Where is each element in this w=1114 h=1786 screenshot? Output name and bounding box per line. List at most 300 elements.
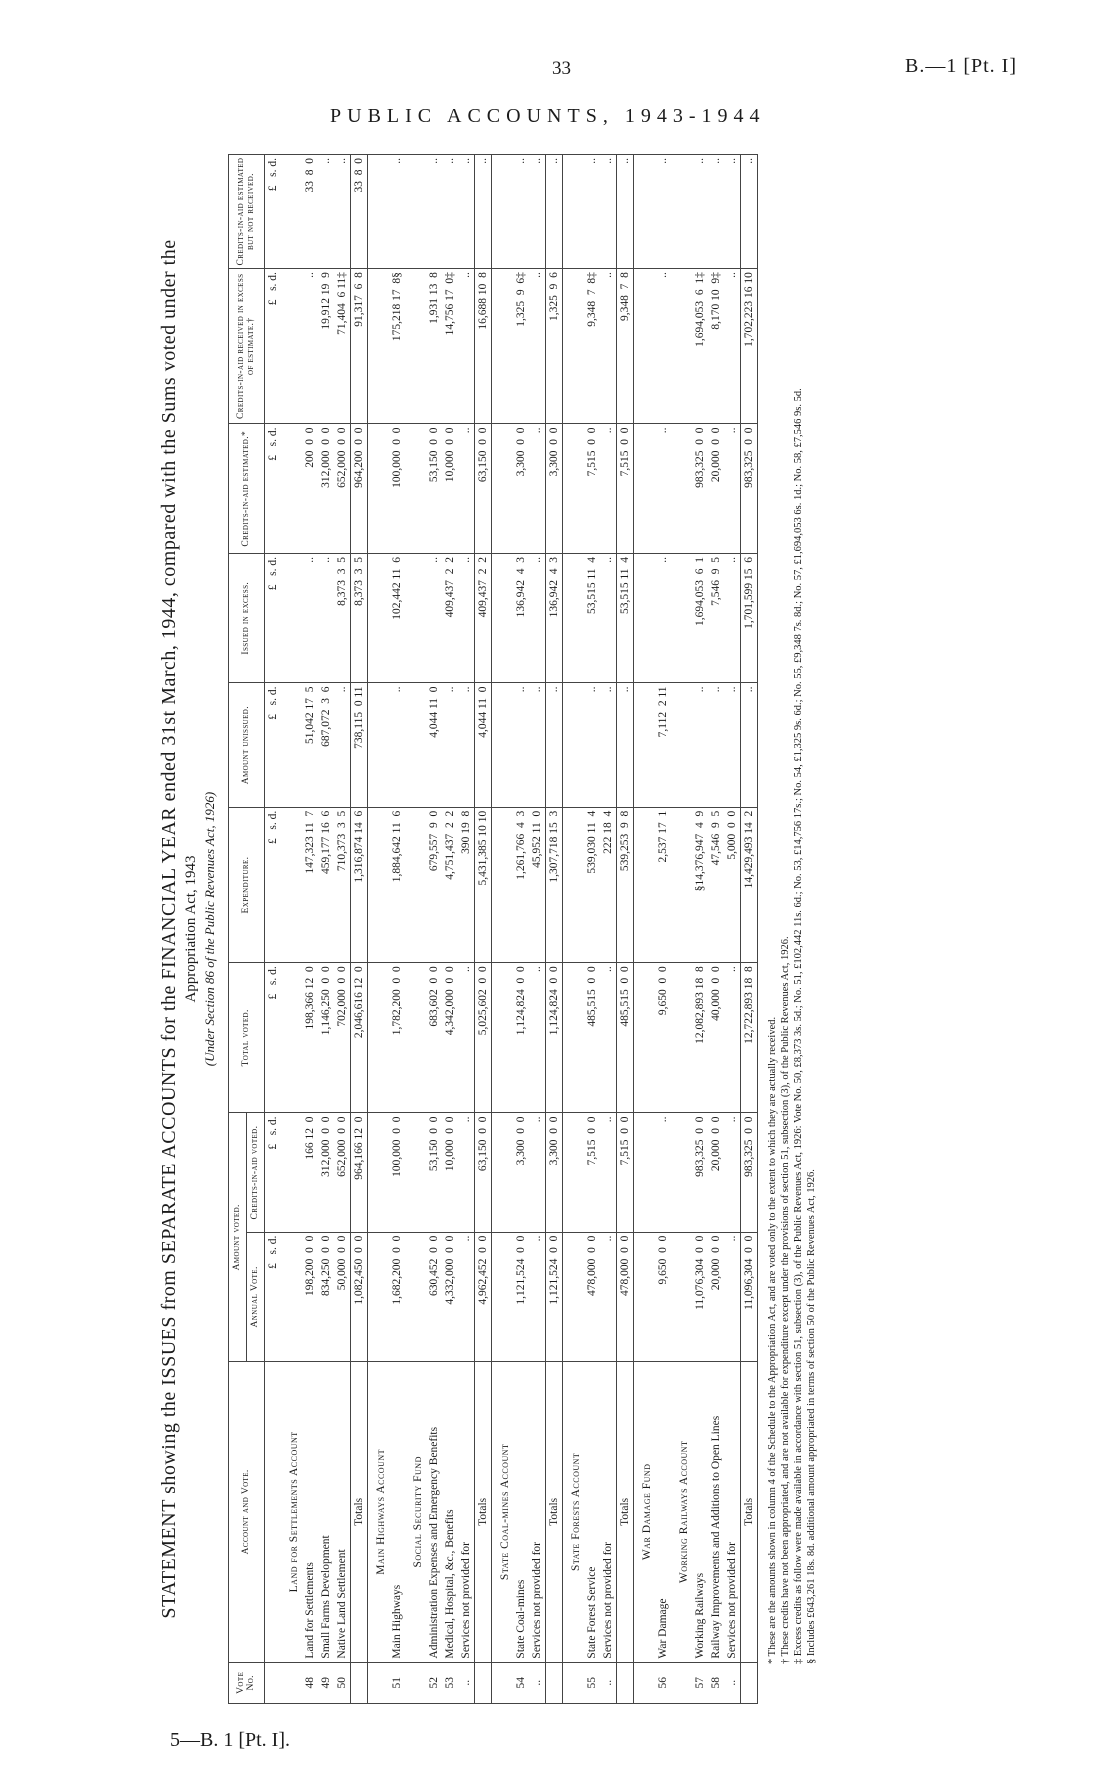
totals-label: Totals (350, 1362, 367, 1662)
value-cia-recv-excess: .. (724, 269, 741, 424)
vote-number: 56 (655, 1662, 671, 1703)
value-excess: 8,373 3 5 (334, 553, 351, 683)
total-total-voted: 1,124,824 0 0 (545, 963, 562, 1113)
footnote-section: § Includes £643,261 18s. 8d. additional amount appropriated in terms of section 50 of the Public Revenues Act, 1926. (805, 1169, 817, 1664)
vote-cell-empty (405, 1662, 426, 1703)
total-cia-not-recv: .. (740, 155, 757, 269)
value-excess: .. (302, 553, 318, 683)
empty-cell (562, 1232, 584, 1362)
value-cia-est: .. (458, 424, 475, 554)
account-heading-row (281, 155, 302, 1704)
value-annual: 20,000 0 0 (708, 1232, 724, 1362)
value-cia-est: .. (724, 424, 741, 554)
value-excess: .. (724, 553, 741, 683)
empty-cell (491, 683, 513, 807)
value-total-voted: 683,602 0 0 (426, 963, 442, 1113)
total-total-voted: 12,722,893 18 8 (740, 963, 757, 1113)
value-unissued: .. (724, 683, 741, 807)
value-excess: 102,442 11 6 (389, 553, 405, 683)
total-excess: 53,515 11 4 (616, 553, 633, 683)
totals-label: Totals (740, 1362, 757, 1662)
value-cia-voted: 3,300 0 0 (513, 1113, 529, 1232)
empty-cell (562, 1113, 584, 1232)
value-expenditure: 4,751,437 2 2 (442, 807, 458, 962)
totals-row (545, 155, 562, 1704)
vote-name: State Coal-mines (513, 1362, 529, 1662)
running-head: PUBLIC ACCOUNTS, 1943-1944 (330, 105, 766, 127)
value-cia-recv-excess: .. (655, 269, 671, 424)
empty-cell (405, 963, 426, 1113)
vote-cell-empty (491, 1662, 513, 1703)
value-expenditure: 2,537 17 1 (655, 807, 671, 962)
value-cia-voted: 20,000 0 0 (708, 1113, 724, 1232)
empty-cell (562, 553, 584, 683)
empty-cell (633, 269, 655, 424)
vote-number: 54 (513, 1662, 529, 1703)
empty-cell (671, 155, 692, 269)
footnote-dagger: † These credits have not been appropriated, and are not available for expenditure except under the provisions of section 51, subsection (3), of the Public Revenues Act, 1926. (779, 936, 791, 1664)
unit-cell: £ s. d. (264, 963, 281, 1113)
value-excess: .. (318, 553, 334, 683)
vote-cell-empty (616, 1662, 633, 1703)
total-cia-recv-excess: 16,688 10 8 (474, 269, 491, 424)
account-heading-row (491, 155, 513, 1704)
vote-cell-empty (545, 1662, 562, 1703)
empty-cell (281, 1113, 302, 1232)
header-cia-estimated: Credits-in-aid estimated.* (229, 424, 265, 554)
vote-number: 55 (584, 1662, 600, 1703)
value-cia-recv-excess: 1,694,053 6 1‡ (692, 269, 708, 424)
empty-cell (671, 553, 692, 683)
empty-cell (367, 807, 389, 962)
totals-row (740, 155, 757, 1704)
value-cia-recv-excess: 1,931 13 8 (426, 269, 442, 424)
value-unissued: 7,112 2 11 (655, 683, 671, 807)
total-excess: 136,942 4 3 (545, 553, 562, 683)
vote-name: Medical, Hospital, &c., Benefits (442, 1362, 458, 1662)
total-unissued: 738,115 0 11 (350, 683, 367, 807)
value-expenditure: 1,884,642 11 6 (389, 807, 405, 962)
value-unissued: .. (334, 683, 351, 807)
value-expenditure: 1,261,766 4 3 (513, 807, 529, 962)
total-cia-voted: 63,150 0 0 (474, 1113, 491, 1232)
total-expenditure: 1,307,718 15 3 (545, 807, 562, 962)
total-annual: 1,082,450 0 0 (350, 1232, 367, 1362)
value-cia-recv-excess: 14,756 17 0‡ (442, 269, 458, 424)
total-annual: 4,962,452 0 0 (474, 1232, 491, 1362)
value-cia-not-recv: .. (724, 155, 741, 269)
empty-cell (405, 424, 426, 554)
footnote-double-dagger: ‡ Excess credits as follow were made available in accordance with section 51, subsection (3), of the Public Revenues Act, 1926: Vote No. 50, £8,373 3s. 5d.; No. 51, £102,442 11s. 6d.; No. 53, £14,756 17s.; No. 54, £1,325 9s. 6d.; No. 55, £9,348 7s. 8d.; No. 57, £1,694,053 6s. 1d.; No. 58, £7,546 9s. 5d. (792, 388, 804, 1664)
table-row (458, 155, 475, 1704)
header-account-and-vote: Account and Vote. (229, 1362, 265, 1662)
totals-label: Totals (474, 1362, 491, 1662)
empty-cell (562, 807, 584, 962)
total-annual: 478,000 0 0 (616, 1232, 633, 1362)
unit-cell: £ s. d. (264, 424, 281, 554)
total-cia-est: 964,200 0 0 (350, 424, 367, 554)
account-heading: Land for Settlements Account (281, 1362, 302, 1662)
empty-cell (281, 963, 302, 1113)
header-cia-voted: Credits-in-aid voted. (246, 1113, 264, 1232)
table-row (513, 155, 529, 1704)
empty-cell (491, 424, 513, 554)
empty-cell (633, 963, 655, 1113)
value-total-voted: .. (600, 963, 617, 1113)
value-excess: 409,437 2 2 (442, 553, 458, 683)
vote-name: Administration Expenses and Emergency Benefits (426, 1362, 442, 1662)
empty-cell (405, 1113, 426, 1232)
account-heading-row (405, 155, 426, 1704)
header-issued-in-excess: Issued in excess. (229, 553, 265, 683)
table-row (442, 155, 458, 1704)
header-amount-unissued: Amount unissued. (229, 683, 265, 807)
value-annual: 50,000 0 0 (334, 1232, 351, 1362)
value-cia-not-recv: .. (334, 155, 351, 269)
value-cia-not-recv: .. (318, 155, 334, 269)
table-row (529, 155, 546, 1704)
value-cia-not-recv: .. (708, 155, 724, 269)
vote-number: 51 (389, 1662, 405, 1703)
table-row (584, 155, 600, 1704)
total-total-voted: 2,046,616 12 0 (350, 963, 367, 1113)
value-unissued: 51,042 17 5 (302, 683, 318, 807)
total-expenditure: 1,316,874 14 6 (350, 807, 367, 962)
value-annual: 11,076,304 0 0 (692, 1232, 708, 1362)
value-cia-not-recv: .. (600, 155, 617, 269)
empty-cell (671, 1232, 692, 1362)
value-cia-est: 312,000 0 0 (318, 424, 334, 554)
value-cia-not-recv: .. (513, 155, 529, 269)
value-cia-not-recv: .. (529, 155, 546, 269)
empty-cell (671, 807, 692, 962)
totals-label: Totals (616, 1362, 633, 1662)
value-expenditure: 539,030 11 4 (584, 807, 600, 962)
value-excess: 7,546 9 5 (708, 553, 724, 683)
value-annual: .. (724, 1232, 741, 1362)
empty-cell (367, 1113, 389, 1232)
value-cia-recv-excess: .. (600, 269, 617, 424)
unit-cell: £ s. d. (264, 1232, 281, 1362)
value-cia-recv-excess: 9,348 7 8‡ (584, 269, 600, 424)
value-cia-not-recv: 33 8 0 (302, 155, 318, 269)
rotated-statement (152, 154, 942, 1704)
value-annual: .. (600, 1232, 617, 1362)
value-cia-recv-excess: .. (302, 269, 318, 424)
empty-cell (633, 1232, 655, 1362)
value-unissued: .. (513, 683, 529, 807)
totals-row (350, 155, 367, 1704)
value-total-voted: 12,082,893 18 8 (692, 963, 708, 1113)
value-total-voted: .. (458, 963, 475, 1113)
total-total-voted: 5,025,602 0 0 (474, 963, 491, 1113)
value-cia-voted: .. (600, 1113, 617, 1232)
vote-cell-empty (281, 1662, 302, 1703)
value-cia-not-recv: .. (389, 155, 405, 269)
value-cia-voted: .. (458, 1113, 475, 1232)
vote-name: State Forest Service (584, 1362, 600, 1662)
value-unissued: .. (529, 683, 546, 807)
header-vote-no: Vote No. (229, 1662, 265, 1703)
statement-title: STATEMENT showing the ISSUES from SEPARATE ACCOUNTS for the FINANCIAL YEAR ended 31st March, 1944, compared with the Sums voted under the (158, 239, 180, 1619)
value-annual: 1,121,524 0 0 (513, 1232, 529, 1362)
total-cia-voted: 3,300 0 0 (545, 1113, 562, 1232)
total-cia-voted: 964,166 12 0 (350, 1113, 367, 1232)
empty-cell (405, 1232, 426, 1362)
empty-cell (491, 807, 513, 962)
value-total-voted: 198,366 12 0 (302, 963, 318, 1113)
account-heading-row (562, 155, 584, 1704)
table-row (426, 155, 442, 1704)
value-unissued: .. (442, 683, 458, 807)
account-heading: Social Security Fund (405, 1362, 426, 1662)
value-annual: 9,650 0 0 (655, 1232, 671, 1362)
footnotes (766, 154, 818, 1704)
table-row (318, 155, 334, 1704)
value-expenditure: 45,952 11 0 (529, 807, 546, 962)
value-cia-est: .. (655, 424, 671, 554)
empty-cell (671, 424, 692, 554)
total-unissued: .. (616, 683, 633, 807)
value-cia-voted: 652,000 0 0 (334, 1113, 351, 1232)
value-cia-voted: 100,000 0 0 (389, 1113, 405, 1232)
total-cia-not-recv: .. (545, 155, 562, 269)
value-annual: 834,250 0 0 (318, 1232, 334, 1362)
empty-cell (367, 553, 389, 683)
value-annual: .. (458, 1232, 475, 1362)
value-cia-not-recv: .. (584, 155, 600, 269)
empty-cell (491, 963, 513, 1113)
value-total-voted: .. (724, 963, 741, 1113)
total-cia-not-recv: .. (474, 155, 491, 269)
value-expenditure: 222 18 4 (600, 807, 617, 962)
vote-number: 57 (692, 1662, 708, 1703)
vote-cell-empty (474, 1662, 491, 1703)
empty-cell (405, 683, 426, 807)
units-row (264, 155, 281, 1704)
empty-cell (367, 963, 389, 1113)
account-heading-row (367, 155, 389, 1704)
value-unissued: .. (389, 683, 405, 807)
vote-number: .. (529, 1662, 546, 1703)
empty-cell (367, 683, 389, 807)
value-unissued: .. (600, 683, 617, 807)
value-cia-recv-excess: 8,170 10 9‡ (708, 269, 724, 424)
table-row (389, 155, 405, 1704)
vote-name: Small Farms Development (318, 1362, 334, 1662)
total-cia-not-recv: .. (616, 155, 633, 269)
value-total-voted: 1,782,200 0 0 (389, 963, 405, 1113)
empty-cell (281, 269, 302, 424)
header-cia-received-excess: Credits-in-aid received in excess of estimate.† (229, 269, 265, 424)
unit-cell: £ s. d. (264, 1113, 281, 1232)
value-cia-est: .. (529, 424, 546, 554)
value-excess: 53,515 11 4 (584, 553, 600, 683)
total-cia-recv-excess: 9,348 7 8 (616, 269, 633, 424)
table-row (600, 155, 617, 1704)
value-cia-recv-excess: 1,325 9 6‡ (513, 269, 529, 424)
value-expenditure: 710,373 3 5 (334, 807, 351, 962)
page-number: 33 (552, 58, 571, 79)
value-cia-voted: 7,515 0 0 (584, 1113, 600, 1232)
value-annual: 478,000 0 0 (584, 1232, 600, 1362)
empty-cell (671, 963, 692, 1113)
vote-cell-empty (740, 1662, 757, 1703)
total-excess: 1,701,599 15 6 (740, 553, 757, 683)
totals-row (616, 155, 633, 1704)
table-body (264, 155, 757, 1704)
header-cia-not-received: Credits-in-aid estimated but not received. (229, 155, 265, 269)
value-annual: 1,682,200 0 0 (389, 1232, 405, 1362)
value-cia-est: .. (600, 424, 617, 554)
table-row (692, 155, 708, 1704)
total-expenditure: 14,429,493 14 2 (740, 807, 757, 962)
value-expenditure: 5,000 0 0 (724, 807, 741, 962)
account-heading: State Forests Account (562, 1362, 584, 1662)
value-cia-est: 53,150 0 0 (426, 424, 442, 554)
value-cia-est: 983,325 0 0 (692, 424, 708, 554)
vote-name: Working Railways (692, 1362, 708, 1662)
vote-name: Railway Improvements and Additions to Open Lines (708, 1362, 724, 1662)
value-excess: 136,942 4 3 (513, 553, 529, 683)
footnote-star: * These are the amounts shown in column 4 of the Schedule to the Appropriation Act, and are voted only to the extent to which they are actually received. (766, 1016, 778, 1664)
value-unissued: 4,044 11 0 (426, 683, 442, 807)
value-cia-not-recv: .. (426, 155, 442, 269)
value-total-voted: 702,000 0 0 (334, 963, 351, 1113)
empty-cell (405, 269, 426, 424)
table-row (708, 155, 724, 1704)
value-cia-recv-excess: .. (529, 269, 546, 424)
header-annual-vote: Annual Vote. (246, 1232, 264, 1362)
vote-number: .. (600, 1662, 617, 1703)
value-excess: .. (458, 553, 475, 683)
total-cia-est: 7,515 0 0 (616, 424, 633, 554)
value-cia-voted: .. (724, 1113, 741, 1232)
empty-cell (562, 269, 584, 424)
table-row (655, 155, 671, 1704)
value-excess: 1,694,053 6 1 (692, 553, 708, 683)
value-cia-not-recv: .. (692, 155, 708, 269)
value-cia-voted: 983,325 0 0 (692, 1113, 708, 1232)
vote-cell-empty (671, 1662, 692, 1703)
unit-cell: £ s. d. (264, 683, 281, 807)
empty-cell (562, 963, 584, 1113)
value-total-voted: .. (529, 963, 546, 1113)
value-expenditure: 47,546 9 5 (708, 807, 724, 962)
table-row (334, 155, 351, 1704)
total-cia-voted: 983,325 0 0 (740, 1113, 757, 1232)
total-unissued: .. (545, 683, 562, 807)
value-cia-est: 3,300 0 0 (513, 424, 529, 554)
value-cia-est: 7,515 0 0 (584, 424, 600, 554)
empty-cell (405, 553, 426, 683)
value-cia-est: 100,000 0 0 (389, 424, 405, 554)
value-cia-recv-excess: .. (458, 269, 475, 424)
account-heading: State Coal-mines Account (491, 1362, 513, 1662)
empty-cell (405, 155, 426, 269)
value-cia-voted: .. (529, 1113, 546, 1232)
empty-cell (491, 553, 513, 683)
vote-number: 52 (426, 1662, 442, 1703)
empty-cell (562, 683, 584, 807)
section-code: B.—1 [Pt. I] (905, 55, 1017, 77)
vote-cell-empty (367, 1662, 389, 1703)
empty-cell (633, 553, 655, 683)
value-excess: .. (426, 553, 442, 683)
empty-cell (491, 1232, 513, 1362)
value-cia-est: 652,000 0 0 (334, 424, 351, 554)
statement-subtitle: Appropriation Act, 1943 (183, 855, 199, 1003)
empty-cell (671, 269, 692, 424)
value-cia-voted: 312,000 0 0 (318, 1113, 334, 1232)
value-cia-recv-excess: 175,218 17 8§ (389, 269, 405, 424)
value-expenditure: §14,376,947 4 9 (692, 807, 708, 962)
empty-cell (633, 1113, 655, 1232)
total-total-voted: 485,515 0 0 (616, 963, 633, 1113)
empty-cell (633, 807, 655, 962)
account-heading: Main Highways Account (367, 1362, 389, 1662)
value-excess: .. (600, 553, 617, 683)
unit-cell: £ s. d. (264, 155, 281, 269)
total-cia-est: 63,150 0 0 (474, 424, 491, 554)
empty-cell (633, 683, 655, 807)
empty-cell (562, 155, 584, 269)
empty-cell (367, 424, 389, 554)
empty-cell (405, 807, 426, 962)
value-cia-voted: 53,150 0 0 (426, 1113, 442, 1232)
total-annual: 1,121,524 0 0 (545, 1232, 562, 1362)
table-row (724, 155, 741, 1704)
value-excess: .. (529, 553, 546, 683)
header-total-voted: Total voted. (229, 963, 265, 1113)
value-expenditure: 390 19 8 (458, 807, 475, 962)
account-heading-row (671, 155, 692, 1704)
value-expenditure: 147,323 11 7 (302, 807, 318, 962)
vote-cell-empty (633, 1662, 655, 1703)
empty-cell (367, 269, 389, 424)
total-cia-recv-excess: 1,702,223 16 10 (740, 269, 757, 424)
vote-name: Services not provided for (724, 1362, 741, 1662)
total-cia-est: 3,300 0 0 (545, 424, 562, 554)
vote-number: 48 (302, 1662, 318, 1703)
value-unissued: .. (708, 683, 724, 807)
empty-cell (281, 155, 302, 269)
value-total-voted: 4,342,000 0 0 (442, 963, 458, 1113)
empty-cell (562, 424, 584, 554)
value-cia-voted: 166 12 0 (302, 1113, 318, 1232)
empty-cell (491, 1113, 513, 1232)
value-cia-not-recv: .. (655, 155, 671, 269)
vote-cell-empty (350, 1662, 367, 1703)
vote-number: .. (724, 1662, 741, 1703)
empty-cell (491, 155, 513, 269)
account-heading-row (633, 155, 655, 1704)
header-expenditure: Expenditure. (229, 807, 265, 962)
vote-name: Services not provided for (529, 1362, 546, 1662)
table-row (302, 155, 318, 1704)
unit-cell: £ s. d. (264, 269, 281, 424)
empty-cell (671, 683, 692, 807)
value-excess: .. (655, 553, 671, 683)
empty-cell (367, 155, 389, 269)
empty-cell (281, 424, 302, 554)
totals-label: Totals (545, 1362, 562, 1662)
accounts-table (228, 154, 758, 1704)
value-cia-recv-excess: 19,912 19 9 (318, 269, 334, 424)
total-cia-est: 983,325 0 0 (740, 424, 757, 554)
total-cia-recv-excess: 1,325 9 6 (545, 269, 562, 424)
value-cia-est: 20,000 0 0 (708, 424, 724, 554)
